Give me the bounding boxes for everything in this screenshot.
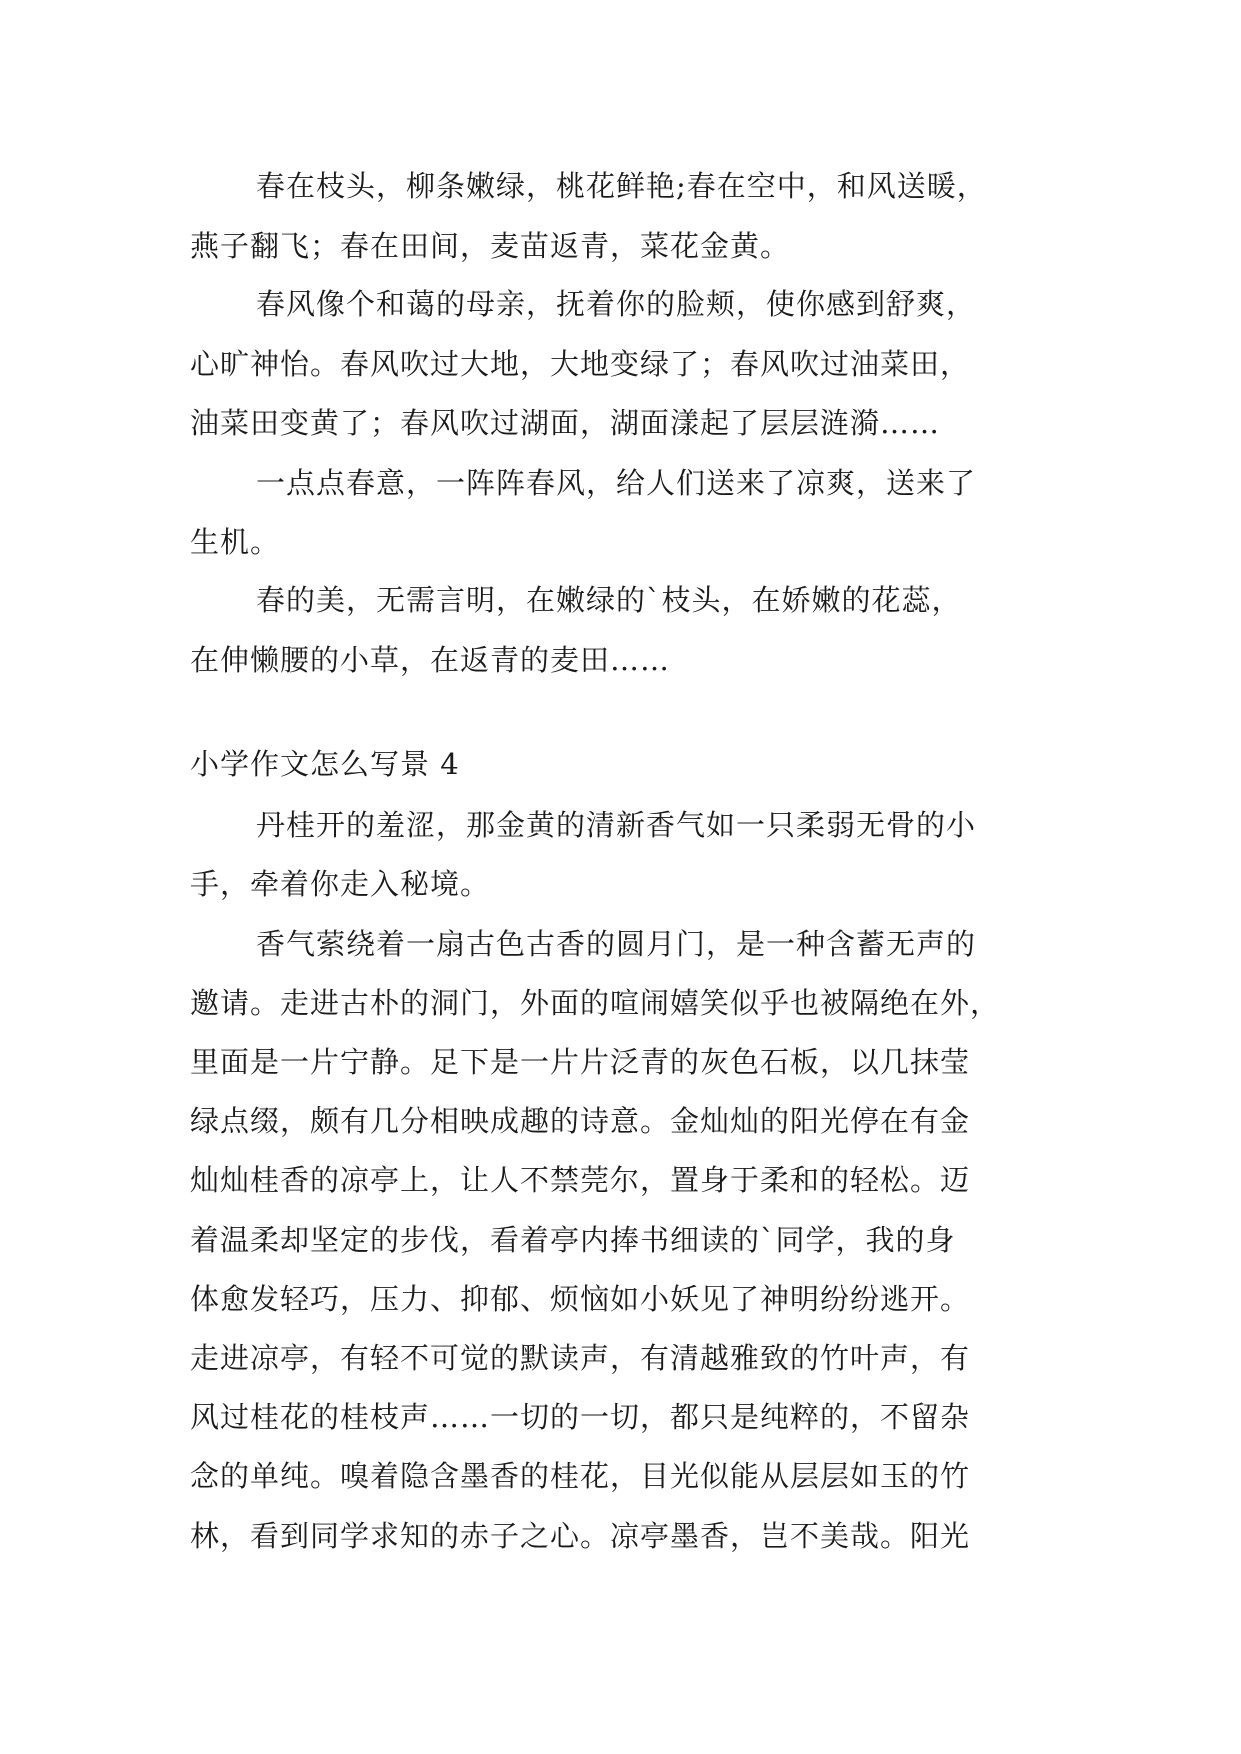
text-line: 燕子翻飞；春在田间，麦苗返青，菜花金黄。 <box>190 229 791 263</box>
text-line: 绿点缀，颇有几分相映成趣的诗意。金灿灿的阳光停在有金 <box>190 1104 971 1138</box>
text-line: 手，牵着你走入秘境。 <box>190 867 491 901</box>
text-line: 生机。 <box>190 525 281 559</box>
text-line: 念的单纯。嗅着隐含墨香的桂花，目光似能从层层如玉的竹 <box>190 1459 971 1493</box>
text-line: 心旷神怡。春风吹过大地，大地变绿了；春风吹过油菜田， <box>190 347 971 381</box>
text-line: 风过桂花的桂枝声……一切的一切，都只是纯粹的，不留杂 <box>190 1400 971 1434</box>
text-line: 一点点春意，一阵阵春风，给人们送来了凉爽，送来了 <box>256 466 977 500</box>
text-line: 丹桂开的羞涩，那金黄的清新香气如一只柔弱无骨的小 <box>256 808 977 842</box>
text-line: 里面是一片宁静。足下是一片片泛青的灰色石板，以几抹莹 <box>190 1045 971 1079</box>
text-line: 林，看到同学求知的赤子之心。凉亭墨香，岂不美哉。阳光 <box>190 1519 971 1553</box>
text-line: 灿灿桂香的凉亭上，让人不禁莞尔，置身于柔和的轻松。迈 <box>190 1163 971 1197</box>
text-line: 春风像个和蔼的母亲，抚着你的脸颊，使你感到舒爽， <box>256 287 977 321</box>
text-line: 着温柔却坚定的步伐，看着亭内捧书细读的`同学，我的身 <box>190 1223 956 1257</box>
text-line: 香气萦绕着一扇古色古香的圆月门，是一种含蓄无声的 <box>256 927 977 961</box>
text-line: 邀请。走进古朴的洞门，外面的喧闹嬉笑似乎也被隔绝在外， <box>190 986 1001 1020</box>
section-title: 小学作文怎么写景 4 <box>190 747 460 781</box>
text-line: 体愈发轻巧，压力、抑郁、烦恼如小妖见了神明纷纷逃开。 <box>190 1282 971 1316</box>
text-line: 春在枝头，柳条嫩绿，桃花鲜艳;春在空中，和风送暖， <box>256 169 987 203</box>
text-line: 油菜田变黄了；春风吹过湖面，湖面漾起了层层涟漪…… <box>190 406 941 440</box>
text-line: 在伸懒腰的小草，在返青的麦田…… <box>190 643 671 677</box>
text-line: 春的美，无需言明，在嫩绿的`枝头，在娇嫩的花蕊， <box>256 583 962 617</box>
text-line: 走进凉亭，有轻不可觉的默读声，有清越雅致的竹叶声，有 <box>190 1341 971 1375</box>
